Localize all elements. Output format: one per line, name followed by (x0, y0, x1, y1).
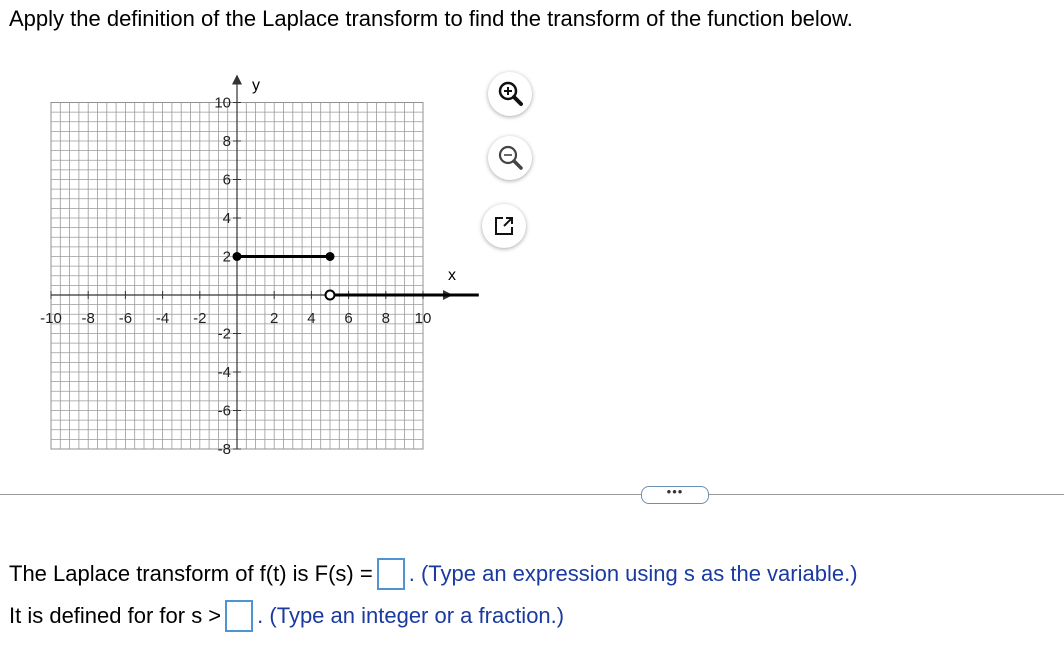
closed-endpoint (233, 252, 242, 261)
y-tick-label: -6 (217, 402, 231, 420)
answer-line-domain (9, 600, 564, 632)
y-tick-label: 10 (214, 94, 231, 112)
y-tick-label: -4 (217, 364, 231, 381)
y-tick-label: 6 (222, 171, 231, 189)
zoom-out-icon (495, 143, 525, 173)
zoom-in-button[interactable] (488, 72, 532, 116)
x-tick-label: 10 (414, 310, 432, 327)
x-tick-label: 2 (270, 310, 279, 327)
x-tick-label: 4 (307, 310, 316, 327)
x-tick-label: 6 (344, 310, 353, 327)
x-tick-label: -10 (40, 310, 62, 327)
more-label: ••• (666, 484, 684, 499)
domain-hint: . (Type an integer or a fraction.) (257, 603, 565, 628)
more-options-button[interactable] (641, 486, 709, 504)
zoom-in-icon (495, 79, 525, 109)
x-tick-label: -2 (193, 310, 207, 327)
y-axis-label: y (252, 77, 260, 94)
y-tick-label: -8 (217, 441, 231, 458)
transform-answer-input[interactable] (377, 558, 405, 590)
popout-icon (491, 213, 517, 239)
x-tick-label: -4 (155, 310, 170, 327)
y-tick-label: -2 (217, 325, 231, 343)
section-divider (0, 494, 1064, 495)
domain-answer-input[interactable] (225, 600, 253, 632)
y-tick-label: 2 (222, 248, 231, 266)
popout-button[interactable] (482, 204, 526, 248)
answer-line-transform (9, 558, 858, 590)
x-axis-label: x (448, 267, 456, 284)
transform-hint: . (Type an expression using s as the variable.) (408, 561, 858, 586)
transform-label: The Laplace transform of f(t) is F(s) = (9, 561, 373, 586)
closed-endpoint (326, 252, 335, 261)
x-tick-label: 8 (381, 310, 390, 327)
y-tick-label: 4 (222, 210, 231, 227)
y-axis-arrow (232, 75, 242, 85)
x-tick-label: -6 (118, 310, 133, 327)
x-tick-label: -8 (81, 310, 95, 327)
open-endpoint (326, 291, 335, 300)
y-tick-label: 8 (222, 133, 231, 150)
zoom-out-button[interactable] (488, 136, 532, 180)
question-prompt: Apply the definition of the Laplace transform to find the transform of the function below. (9, 6, 853, 31)
domain-label: It is defined for for s > (9, 603, 222, 628)
